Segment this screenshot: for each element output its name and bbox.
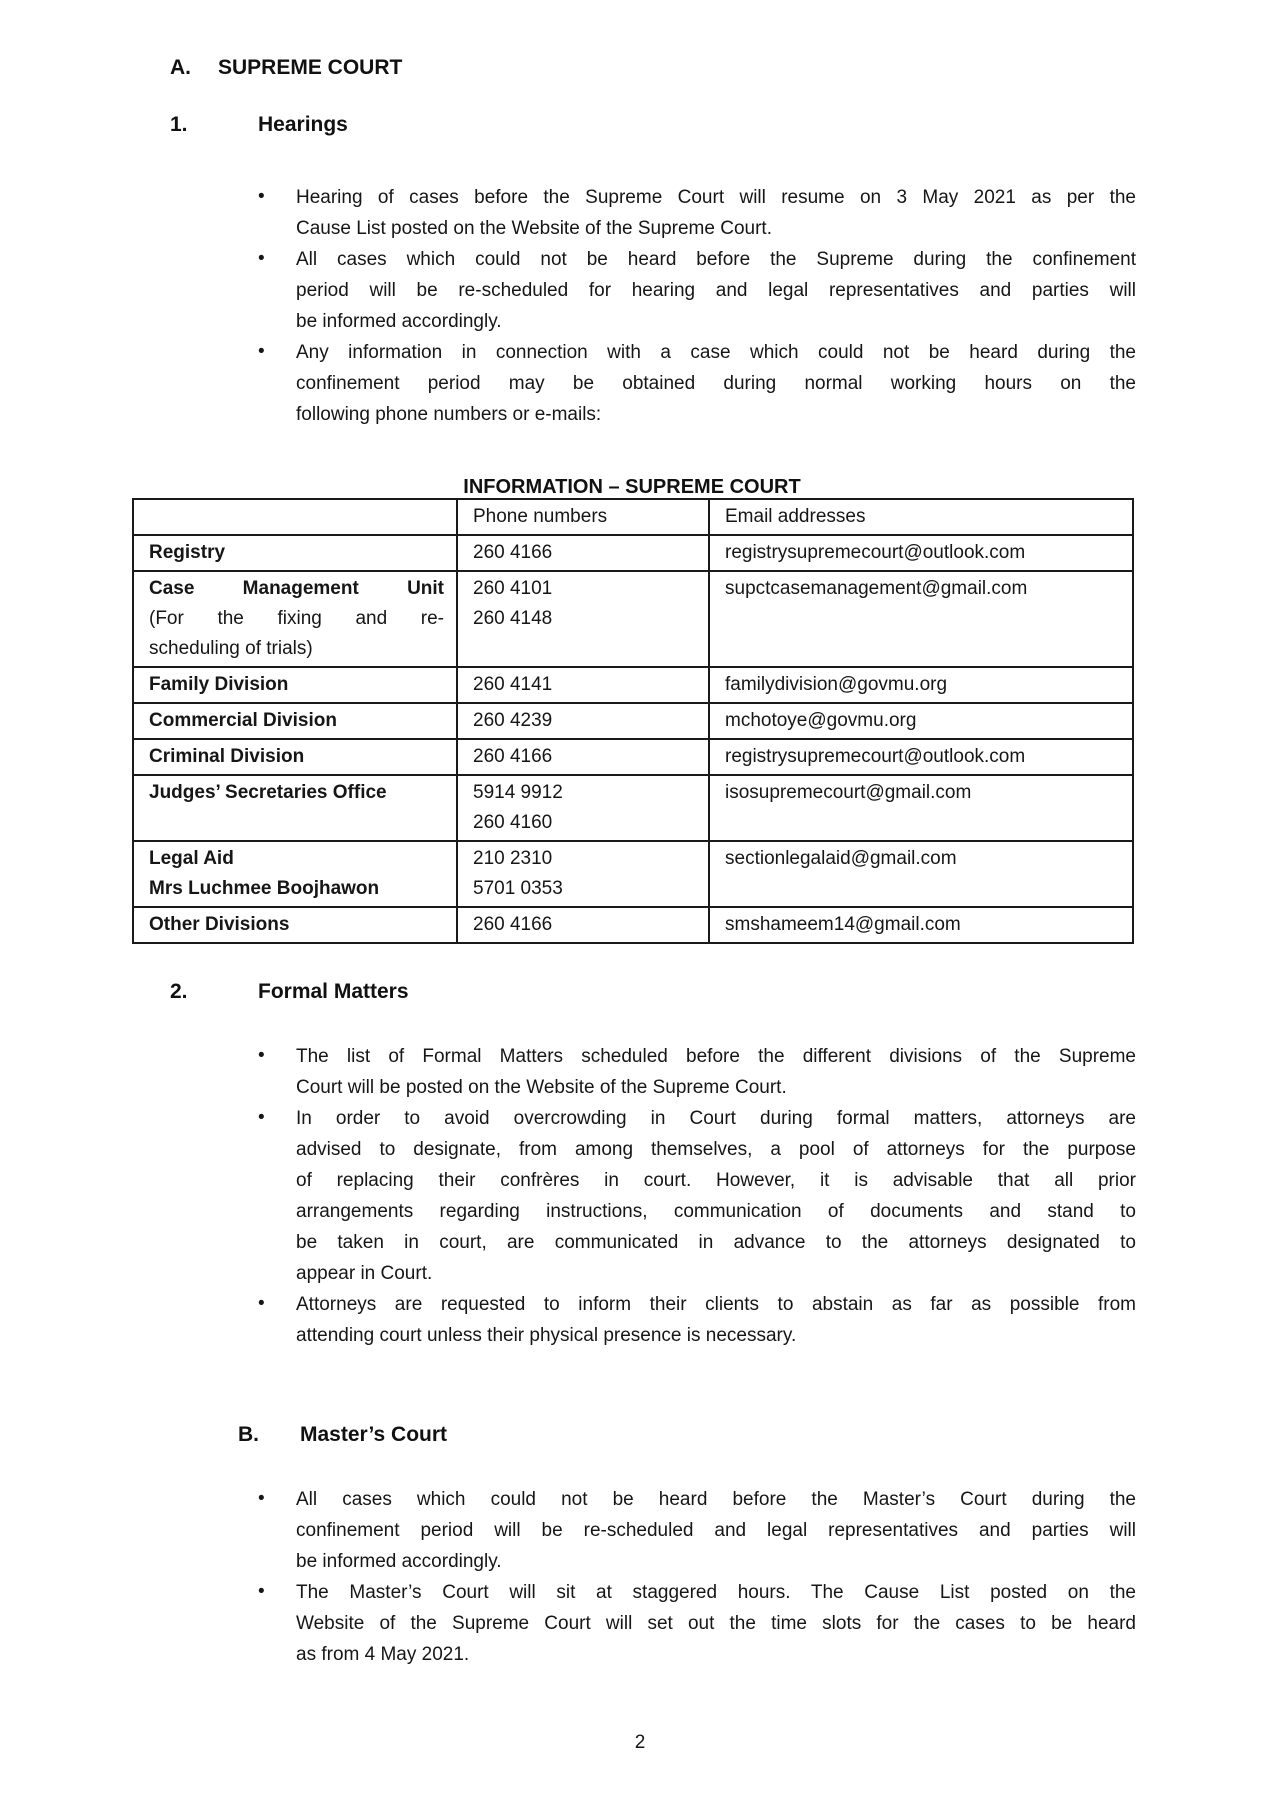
bullet-line: period will be re-scheduled for hearing and legal representatives and parties will [296,280,1136,301]
table-row [133,703,1133,739]
division-label-line: (For the fixing and re- [149,608,444,629]
phone-number: 260 4166 [473,914,553,935]
division-label-line: Mrs Luchmee Boojhawon [149,878,380,899]
bullet-icon: • [258,1488,265,1509]
section-b-title: Master’s Court [300,1423,448,1446]
bullet-item [258,337,1136,430]
bullet-item [258,1484,1136,1577]
division-label-line: Legal Aid [149,848,234,869]
division-label-line: Judges’ Secretaries Office [149,782,387,803]
bullet-item [258,1289,1136,1351]
bullet-icon: • [258,341,265,362]
bullet-line: arrangements regarding instructions, communication of documents and stand to [296,1201,1136,1222]
division-cell [133,703,457,739]
phone-cell [457,571,709,667]
division-cell [133,571,457,667]
phone-number: 260 4141 [473,674,553,695]
phone-cell [457,907,709,943]
bullet-line: Attorneys are requested to inform their clients to abstain as far as possible from [296,1294,1136,1315]
bullet-line: advised to designate, from among themselves, a pool of attorneys for the purpose [296,1139,1136,1160]
phone-number: 260 4101 [473,578,553,599]
email-cell [709,535,1133,571]
table-row [133,667,1133,703]
table-row [133,841,1133,907]
bullet-item [258,1103,1136,1289]
phone-cell [457,739,709,775]
table-column-header: Phone numbers [457,499,709,535]
info-table [132,498,1134,944]
hearings-heading [170,112,348,138]
hearings-number: 1. [170,113,188,136]
email-cell [709,667,1133,703]
bullet-line: of replacing their confrères in court. However, it is advisable that all prior [296,1170,1136,1191]
email-cell [709,907,1133,943]
phone-number: 260 4148 [473,608,553,629]
division-cell [133,739,457,775]
bullet-item [258,1577,1136,1670]
formal-matters-number: 2. [170,980,188,1003]
table-row [133,571,1133,667]
email-cell [709,739,1133,775]
page-number: 2 [634,1732,646,1753]
section-a-letter: A. [170,56,191,79]
bullet-line: Website of the Supreme Court will set out the time slots for the cases to be heard [296,1613,1136,1634]
section-a-title: SUPREME COURT [218,56,403,79]
table-body [133,535,1133,943]
division-label-line: Criminal Division [149,746,305,767]
email-address: registrysupremecourt@outlook.com [725,542,1026,563]
phone-cell [457,841,709,907]
bullet-item [258,244,1136,337]
table-row [133,775,1133,841]
section-b-heading [238,1422,447,1448]
table-row [133,739,1133,775]
email-cell [709,703,1133,739]
bullet-icon: • [258,1107,265,1128]
bullet-line: following phone numbers or e-mails: [296,404,602,425]
bullet-line: All cases which could not be heard before the Master’s Court during the [296,1489,1136,1510]
bullet-line: appear in Court. [296,1263,433,1284]
bullet-icon: • [258,248,265,269]
bullet-line: be informed accordingly. [296,1551,502,1572]
formal-matters-heading [170,979,409,1005]
bullet-line: confinement period will be re-scheduled and legal representatives and parties will [296,1520,1136,1541]
bullet-line: Any information in connection with a case which could not be heard during the [296,342,1136,363]
division-label-line: scheduling of trials) [149,638,313,659]
table-column-header: Email addresses [709,499,1133,535]
bullet-line: The Master’s Court will sit at staggered hours. The Cause List posted on the [296,1582,1136,1603]
phone-number: 260 4239 [473,710,553,731]
bullet-icon: • [258,1581,265,1602]
table-row [133,535,1133,571]
division-cell [133,667,457,703]
division-label-line: Registry [149,542,226,563]
phone-cell [457,775,709,841]
formal-matters-bullet-list [258,1041,1136,1351]
table-column-header [133,499,457,535]
bullet-line: Hearing of cases before the Supreme Court will resume on 3 May 2021 as per the [296,187,1136,208]
info-table-title: INFORMATION – SUPREME COURT [463,476,801,498]
phone-cell [457,703,709,739]
masters-court-bullet-list [258,1484,1136,1670]
phone-number: 260 4166 [473,746,553,767]
division-label-line: Case Management Unit [149,578,444,599]
table-header-row [133,499,1133,535]
bullet-line: confinement period may be obtained during normal working hours on the [296,373,1136,394]
email-address: supctcasemanagement@gmail.com [725,578,1028,599]
phone-number: 210 2310 [473,848,553,869]
email-cell [709,775,1133,841]
division-label-line: Other Divisions [149,914,290,935]
bullet-line: as from 4 May 2021. [296,1644,470,1665]
bullet-icon: • [258,1045,265,1066]
bullet-line: attending court unless their physical presence is necessary. [296,1325,797,1346]
section-a-heading [170,55,402,81]
phone-number: 260 4160 [473,812,553,833]
email-cell [709,841,1133,907]
bullet-line: be informed accordingly. [296,311,502,332]
bullet-line: be taken in court, are communicated in advance to the attorneys designated to [296,1232,1136,1253]
email-address: registrysupremecourt@outlook.com [725,746,1026,767]
bullet-line: In order to avoid overcrowding in Court during formal matters, attorneys are [296,1108,1136,1129]
bullet-line: All cases which could not be heard before the Supreme during the confinement [296,249,1136,270]
email-cell [709,571,1133,667]
division-cell [133,775,457,841]
section-b-letter: B. [238,1423,259,1446]
bullet-line: Court will be posted on the Website of the Supreme Court. [296,1077,787,1098]
hearings-bullet-list [258,182,1136,430]
bullet-item [258,1041,1136,1103]
email-address: familydivision@govmu.org [725,674,948,695]
phone-number: 5701 0353 [473,878,563,899]
division-cell [133,907,457,943]
bullet-line: Cause List posted on the Website of the Supreme Court. [296,218,772,239]
phone-number: 260 4166 [473,542,553,563]
bullet-icon: • [258,186,265,207]
division-cell [133,841,457,907]
phone-cell [457,535,709,571]
formal-matters-title: Formal Matters [258,980,409,1003]
email-address: sectionlegalaid@gmail.com [725,848,957,869]
bullet-item [258,182,1136,244]
phone-cell [457,667,709,703]
phone-number: 5914 9912 [473,782,563,803]
hearings-title: Hearings [258,113,348,136]
division-cell [133,535,457,571]
division-label-line: Family Division [149,674,289,695]
email-address: isosupremecourt@gmail.com [725,782,972,803]
email-address: smshameem14@gmail.com [725,914,961,935]
bullet-line: The list of Formal Matters scheduled before the different divisions of the Supreme [296,1046,1136,1067]
bullet-icon: • [258,1293,265,1314]
table-row [133,907,1133,943]
email-address: mchotoye@govmu.org [725,710,917,731]
division-label-line: Commercial Division [149,710,337,731]
